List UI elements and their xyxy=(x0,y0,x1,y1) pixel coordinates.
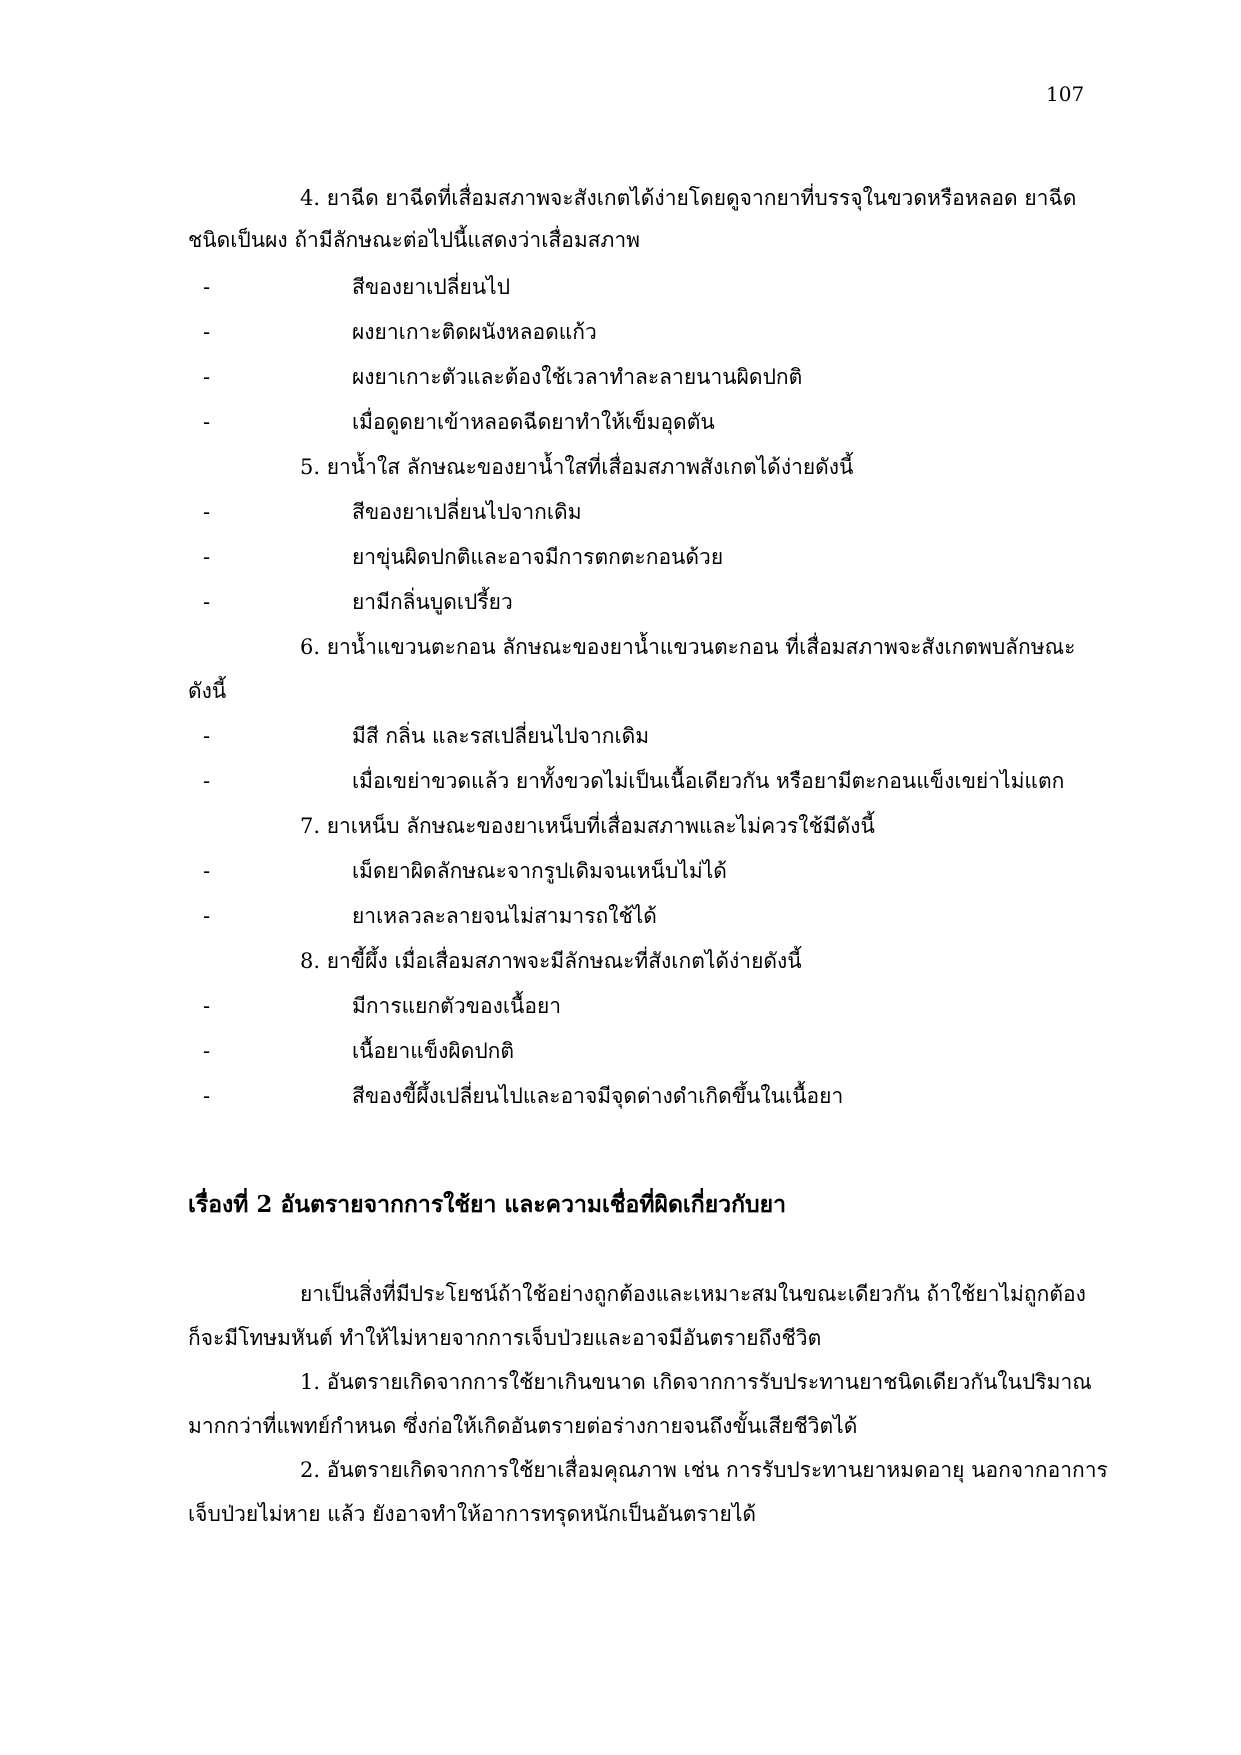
list-item: สีของยาเปลี่ยนไปจากเดิม xyxy=(352,500,582,524)
section-paragraph-2-line-1: 1. อันตรายเกิดจากการใช้ยาเกินขนาด เกิดจากการรับประทานยาชนิดเดียวกันในปริมาณ xyxy=(300,1370,1092,1394)
item-7-heading: 7. ยาเหน็บ ลักษณะของยาเหน็บที่เสื่อมสภาพและไม่ควรใช้มีดังนี้ xyxy=(300,814,875,838)
bullet-dash: - xyxy=(203,545,211,569)
item-5-heading: 5. ยาน้ำใส ลักษณะของยาน้ำใสที่เสื่อมสภาพสังเกตได้ง่ายดังนี้ xyxy=(300,455,854,479)
bullet-dash: - xyxy=(203,1084,211,1108)
bullet-dash: - xyxy=(203,1039,211,1063)
list-item: เมื่อดูดยาเข้าหลอดฉีดยาทำให้เข็มอุดตัน xyxy=(352,410,715,434)
item-4-intro-line-2: ชนิดเป็นผง ถ้ามีลักษณะต่อไปนี้แสดงว่าเสื่อมสภาพ xyxy=(188,228,640,252)
list-item: มีสี กลิ่น และรสเปลี่ยนไปจากเดิม xyxy=(352,724,650,748)
bullet-dash: - xyxy=(203,904,211,928)
bullet-dash: - xyxy=(203,320,211,344)
list-item: สีของขี้ผึ้งเปลี่ยนไปและอาจมีจุดด่างดำเกิดขึ้นในเนื้อยา xyxy=(352,1084,844,1108)
section-heading: เรื่องที่ 2 อันตรายจากการใช้ยา และความเชื่อที่ผิดเกี่ยวกับยา xyxy=(188,1191,787,1218)
bullet-dash: - xyxy=(203,275,211,299)
bullet-dash: - xyxy=(203,590,211,614)
section-paragraph-2-line-2: มากกว่าที่แพทย์กำหนด ซึ่งก่อให้เกิดอันตรายต่อร่างกายจนถึงขั้นเสียชีวิตได้ xyxy=(188,1414,858,1438)
section-paragraph-1-line-1: ยาเป็นสิ่งที่มีประโยชน์ถ้าใช้อย่างถูกต้องและเหมาะสมในขณะเดียวกัน ถ้าใช้ยาไม่ถูกต้อง xyxy=(300,1282,1086,1306)
list-item: ยาขุ่นผิดปกติและอาจมีการตกตะกอนด้วย xyxy=(352,545,724,569)
section-paragraph-3-line-1: 2. อันตรายเกิดจากการใช้ยาเสื่อมคุณภาพ เช่น การรับประทานยาหมดอายุ นอกจากอาการ xyxy=(300,1458,1108,1482)
item-6-heading-line-1: 6. ยาน้ำแขวนตะกอน ลักษณะของยาน้ำแขวนตะกอน ที่เสื่อมสภาพจะสังเกตพบลักษณะ xyxy=(300,635,1076,659)
bullet-dash: - xyxy=(203,724,211,748)
list-item: ผงยาเกาะตัวและต้องใช้เวลาทำละลายนานผิดปกติ xyxy=(352,365,803,389)
list-item: ผงยาเกาะติดผนังหลอดแก้ว xyxy=(352,320,597,344)
list-item: มีการแยกตัวของเนื้อยา xyxy=(352,994,562,1018)
item-4-intro-line-1: 4. ยาฉีด ยาฉีดที่เสื่อมสภาพจะสังเกตได้ง่ายโดยดูจากยาที่บรรจุในขวดหรือหลอด ยาฉีด xyxy=(300,186,1077,210)
list-item: ยามีกลิ่นบูดเปรี้ยว xyxy=(352,590,513,614)
list-item: เมื่อเขย่าขวดแล้ว ยาทั้งขวดไม่เป็นเนื้อเดียวกัน หรือยามีตะกอนแข็งเขย่าไม่แตก xyxy=(352,769,1065,793)
item-6-heading-line-2: ดังนี้ xyxy=(188,679,227,703)
bullet-dash: - xyxy=(203,994,211,1018)
section-paragraph-3-line-2: เจ็บป่วยไม่หาย แล้ว ยังอาจทำให้อาการทรุดหนักเป็นอันตรายได้ xyxy=(188,1502,757,1526)
list-item: ยาเหลวละลายจนไม่สามารถใช้ได้ xyxy=(352,904,657,928)
bullet-dash: - xyxy=(203,365,211,389)
bullet-dash: - xyxy=(203,859,211,883)
bullet-dash: - xyxy=(203,410,211,434)
bullet-dash: - xyxy=(203,500,211,524)
list-item: เนื้อยาแข็งผิดปกติ xyxy=(352,1039,515,1063)
item-8-heading: 8. ยาขี้ผึ้ง เมื่อเสื่อมสภาพจะมีลักษณะที่สังเกตได้ง่ายดังนี้ xyxy=(300,949,802,973)
section-paragraph-1-line-2: ก็จะมีโทษมหันต์ ทำให้ไม่หายจากการเจ็บป่วยและอาจมีอันตรายถึงชีวิต xyxy=(188,1326,822,1350)
list-item: เม็ดยาผิดลักษณะจากรูปเดิมจนเหน็บไม่ได้ xyxy=(352,859,727,883)
list-item: สีของยาเปลี่ยนไป xyxy=(352,275,511,299)
bullet-dash: - xyxy=(203,769,211,793)
page-number: 107 xyxy=(1046,82,1085,106)
